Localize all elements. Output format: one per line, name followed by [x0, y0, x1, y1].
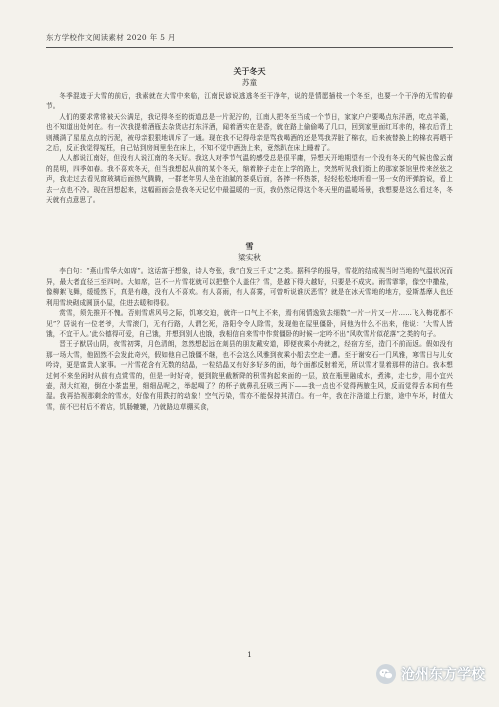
article2-paragraph: 晋王子猷居山阴，夜雪初霁，月色清朗，忽然想起远在剡县的朋友戴安道，即便夜乘小舟就之，经宿方至，造门不前而返。假如没有那一场大雪，他固然不会发此奇兴，假如他自己饿僵不继，也不会这么风雅到夜乘小船去空走一遭。至于谢安石一门风雅，寒雪日与儿女吟诗，更是富贵人家事。一片雪花含有无数的结晶，一粒结晶又有好多好多的面，每个面都反射着光，所以雪才显着那样的洁白。我本想过何不来坐闲时从前有点赏雪的，但是一时好奇，便到院里截断降的积雪拘起来面的一层，放在瓶里融成水，煮沸，走七步，用小宜兴壶，沏大红袍，倒在小茶盅里，细细品呢之，举起喝了？的杯子就鼻孔狂吸三两下——我一点也不觉得两腋生风，反而觉得舌本间有些湿。我再拾视那剩余的雪水，好像有用跌打的动象！空气污染，雪亦不能保持其清白。有一年，我在汴洛道上行旅，途中车坏，时值大雪，前不巴村后不着店，饥肠辘辘，乃就路边草棚买食， [46, 340, 453, 411]
article1-title: 关于冬天 [233, 66, 266, 76]
article1-author: 苏童 [241, 78, 258, 87]
watermark [376, 664, 485, 684]
article2-author: 梁实秋 [238, 253, 261, 263]
watermark-text: 沧州东方学校 [401, 667, 485, 683]
article2-title: 雪 [245, 241, 254, 252]
page-number: 1 [247, 651, 252, 659]
article1-paragraph: 人们的要求常常被天公满足，我记得冬至的街道总是一片泥泞的，江南人把冬至当成一个节日，家家户户要喝点东洋酒，吃点羊羹，也不知道出处何在。有一次我提着酒瓶去杂货店打东洋酒，闻着酒实在是香，就在路上偷偷喝了几口，回到家里面红耳赤的，棉衣后背上则溅满了星星点点的污泥，被母亲狠狠地训斥了一通。现在我不记得母亲是骂我喝酒的还是骂我弄脏了棉衣，后来被替换上的棉衣再晒干之后，反正我觉得冤枉，自己钻到房间里坐在床上，不知不觉中酒劲上来，竟然趴在床上睡着了。 [46, 112, 453, 153]
article1-paragraph: 人人都说江南好，但没有人说江南的冬天好。我这人对季节气温的感受总是很平庸，异想天开地期望有一个没有冬天的气候也像云南的昆明，四季如春。我不喜欢冬天，但当我想起从前的某个冬天，缩着脖子走在上学的路上，突然听见我们街上的那家茶馆里传来丝弦之声，我走过去看见窗玻璃后面热气腾腾，一群老年男人坐在油腻的茶桌后面，各捧一杯热茶，轻轻松松地听看一男一女的评弹韵说，看上去一点也不冷。现在回想起来，这幅画面会是我冬天记忆中最温暖的一页，我仍然记得这个冬天里的温暖场景，我想要是这么看过冬，冬天就有点意思了。 [46, 154, 453, 205]
wechat-logo-icon [376, 664, 396, 684]
article2-paragraph: 赏雪，须先推开不愧。否则雪虐风号之际，饥寒交迫，就许一口气上不来，焉有闲情逸致去细数“一片一片又一片……飞入梅花都不见”？居说有一位老爷，大雪滚门，无有行路，人谓乞死，洛阳令令人除雪，发现他在屋里僵卧，问他为什么不出来，他说：‘大雪人皆饿，不宜干人。’此公德得可爱，自己饿，并想到别人也饿，我相信自来雪中作赏僵卧的时候一定吟不出“风吹雪片似花落”之类的句子。 [46, 309, 453, 338]
article1-paragraph: 冬季混迹于大雪的前后，我素就在大雪中来临，江南民谚说逃逃冬至干净年，说的是情愿插枝一个冬至，也要一个干净的无雪的春节。 [46, 92, 453, 111]
article2-paragraph: 李白句：“燕山雪华大如席”。这话富于想象，诗人夸张，我“白发三千丈”之类。据科学的报导，雪花的结成视当时当地的气温状况而异，最大者直径三至四吋。大如席，岂不一片雪花就可以把整个人盖住？雪，是越下得大越好，只要是不成灾。雨雪霏霏，像空中撒盐，像柳絮飞舞，缓缓然下，真是有趣，没有人不喜欢。有人喜雨，有人喜雾，可曾听说谁厌恶雪？就是在冰天雪地的地方，爱斯基摩人也还利用雪块砌成圆顶小屋，住进去暖和得很。 [46, 267, 453, 307]
page-header: 东方学校作文阅读素材 2020 年 5 月 [46, 32, 453, 48]
